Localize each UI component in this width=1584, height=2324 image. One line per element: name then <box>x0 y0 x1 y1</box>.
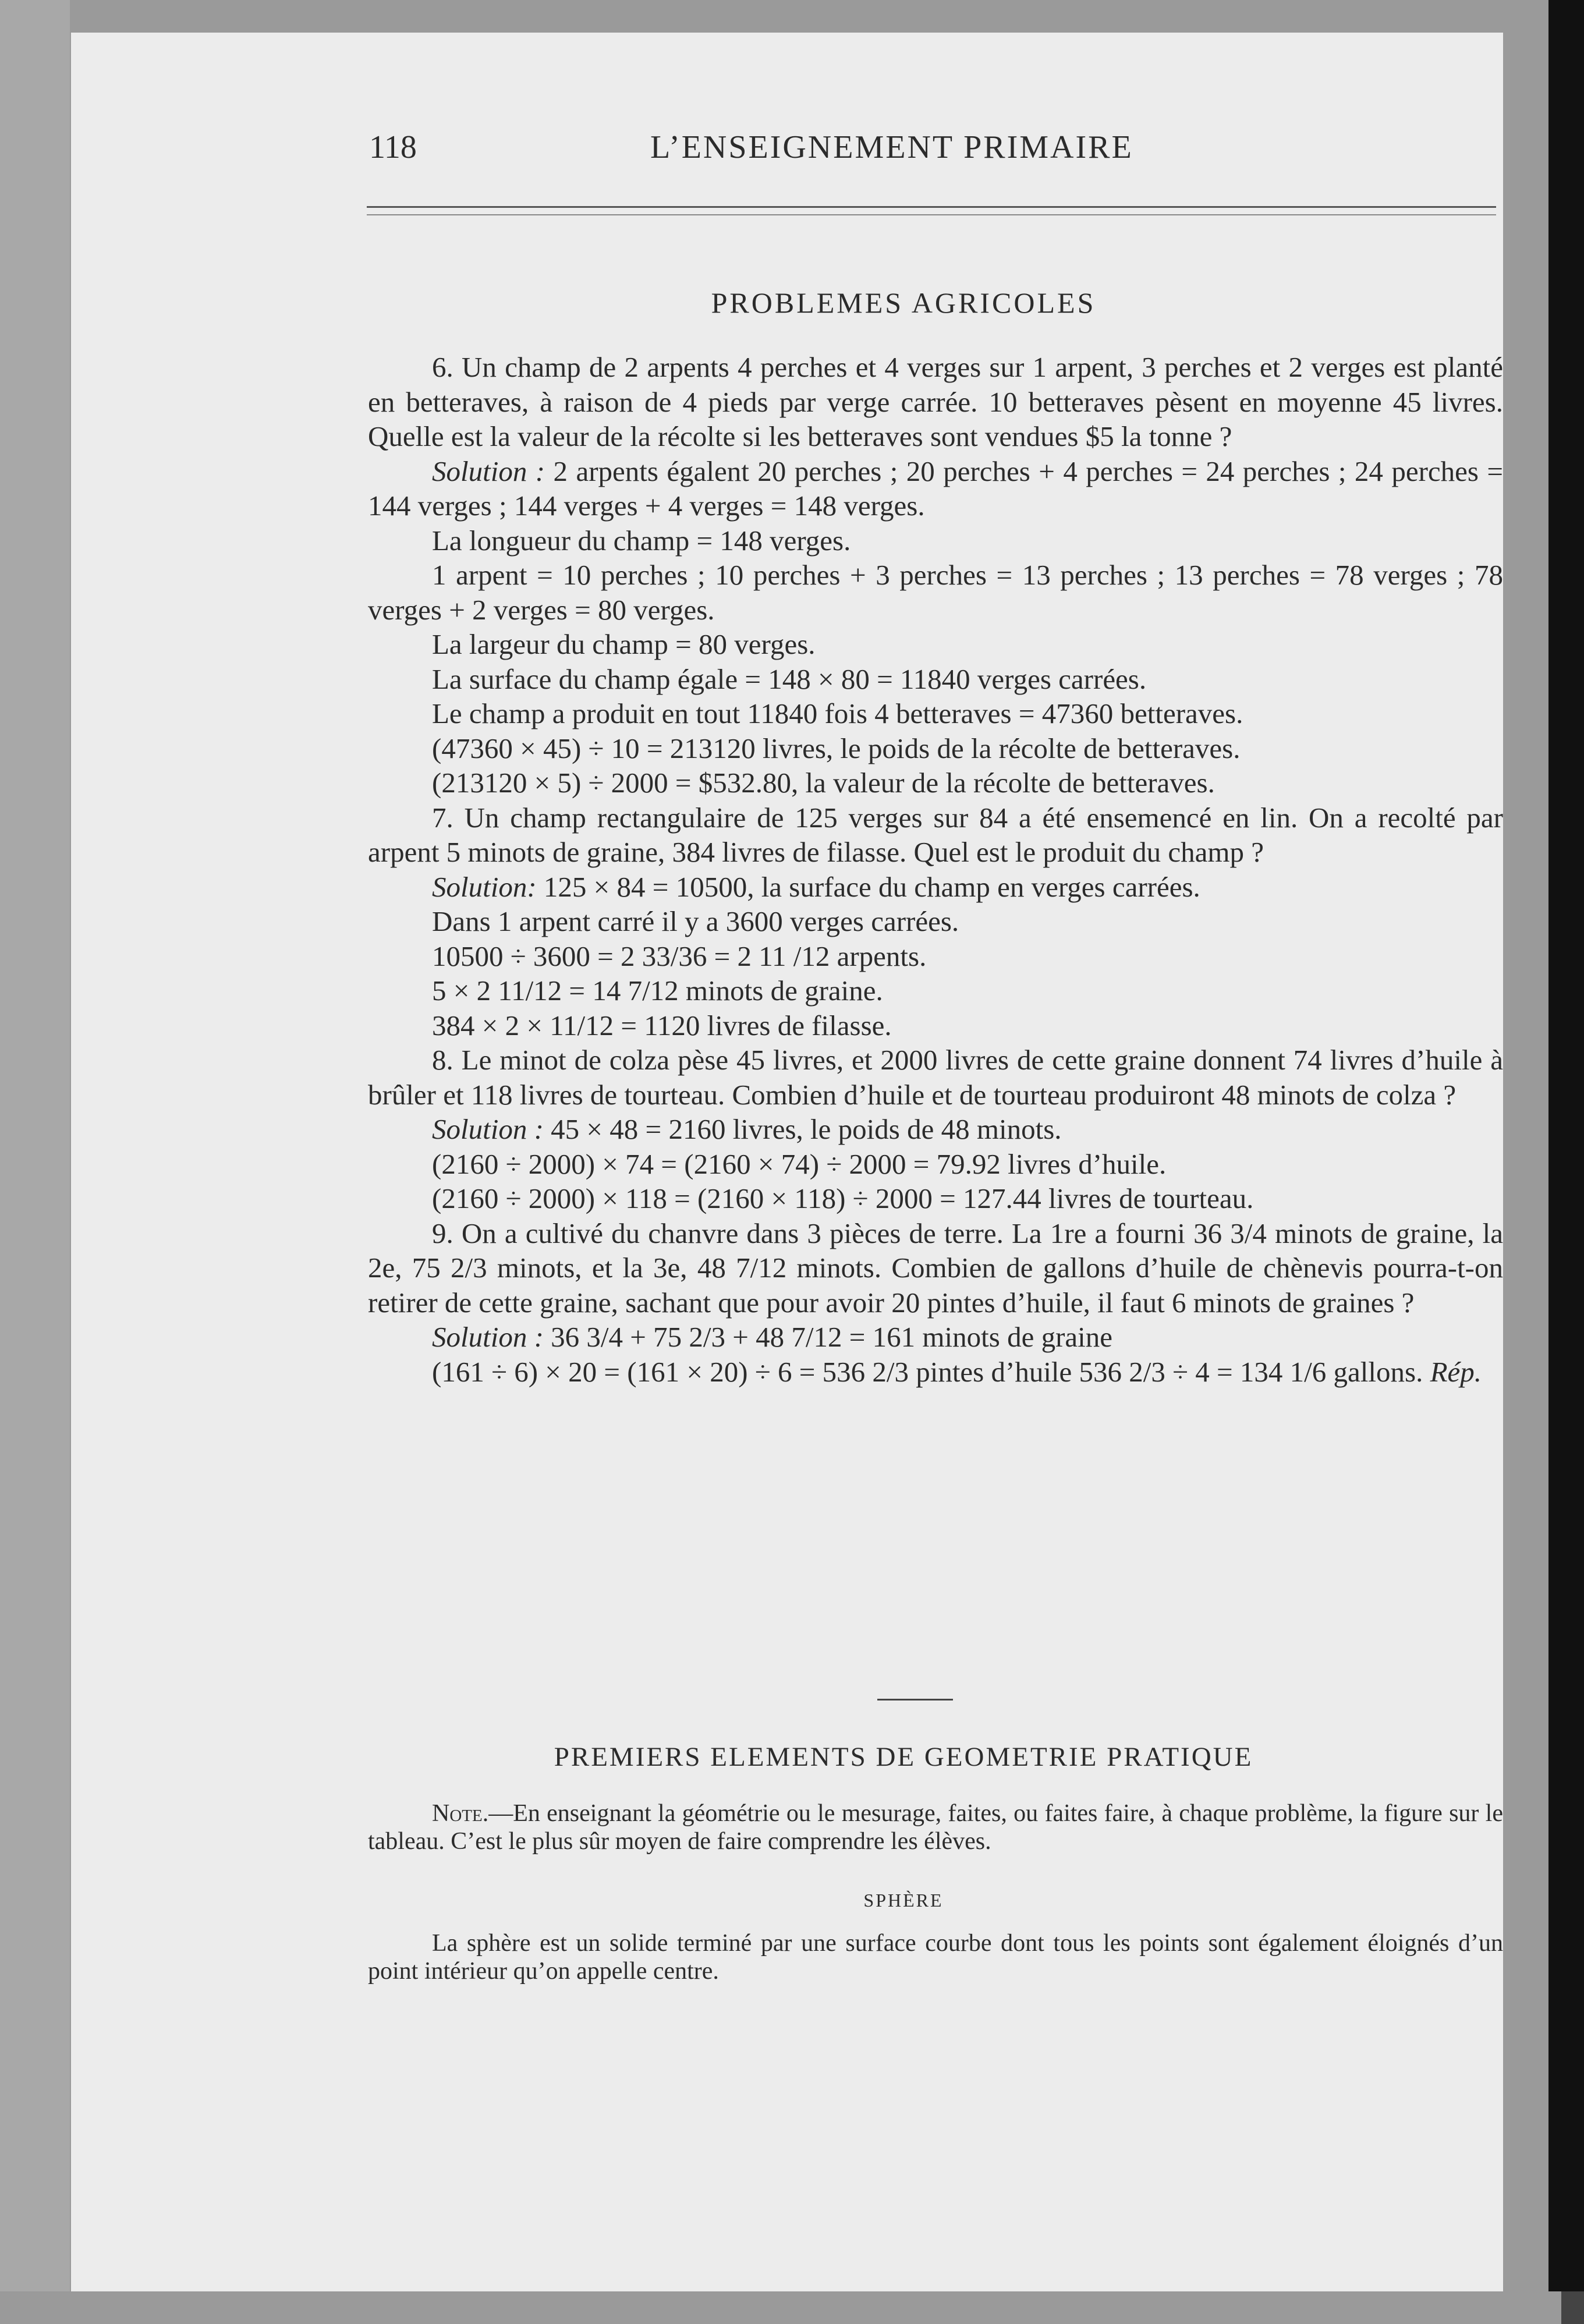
solution-text: 2 arpents égalent 20 perches ; 20 perches + 4 perches = 24 perches ; 24 perches = 144 verges ; 144 verges + 4 verges = 148 verges. <box>368 455 1504 522</box>
solution-label: Solution : <box>432 1321 544 1353</box>
solution-line: La surface du champ égale = 148 × 80 = 11840 verges carrées. <box>432 663 1147 695</box>
solution-line: Le champ a produit en tout 11840 fois 4 betteraves = 47360 betteraves. <box>432 697 1243 729</box>
sphere-heading: SPHÈRE <box>863 1890 944 1911</box>
problem-9-text: 9. On a cultivé du chanvre dans 3 pièces de terre. La 1re a fourni 36 3/4 minots de graine, la 2e, 75 2/3 minots, et la 3e, 48 7/12 minots. Combien de gallons d’huile de chènevis pourra-t-on retirer de cette graine, sachant que pour avoir 20 pintes d’huile, il faut 6 minots de graines ? <box>368 1217 1503 1319</box>
solution-line: 10500 ÷ 3600 = 2 33/36 = 2 11 /12 arpents. <box>432 940 927 972</box>
solution-line: (2160 ÷ 2000) × 74 = (2160 × 74) ÷ 2000 = 79.92 livres d’huile. <box>432 1147 1167 1180</box>
scan-background-right <box>1548 0 1584 2291</box>
solution-line: 5 × 2 11/12 = 14 7/12 minots de graine. <box>432 975 883 1007</box>
section-divider <box>877 1699 953 1701</box>
solution-line: (2160 ÷ 2000) × 118 = (2160 × 118) ÷ 2000 = 127.44 livres de tourteau. <box>432 1182 1254 1214</box>
running-title: L’ENSEIGNEMENT PRIMAIRE <box>650 129 1133 165</box>
note-text: —En enseignant la géométrie ou le mesurage, faites, ou faites faire, à chaque problème, la figure sur le tableau. C’est le plus sûr moyen de faire comprendre les élèves. <box>368 1800 1503 1855</box>
problems-body <box>368 350 1503 1389</box>
problem-8-solution-line <box>368 1112 1503 1147</box>
page-header <box>298 129 1509 181</box>
problem-6-solution-line <box>368 454 1503 523</box>
solution-line: 1 arpent = 10 perches ; 10 perches + 3 perches = 13 perches ; 13 perches = 78 verges ; 78 verges + 2 verges = 80 verges. <box>368 559 1503 626</box>
solution-label: Solution : <box>432 1113 544 1145</box>
solution-line: (47360 × 45) ÷ 10 = 213120 livres, le poids de la récolte de betteraves. <box>432 732 1241 764</box>
section-title-problems: PROBLEMES AGRICOLES <box>711 286 1096 319</box>
scan-background-left <box>0 0 70 2291</box>
solution-line <box>368 1355 1503 1390</box>
problem-8-text: 8. Le minot de colza pèse 45 livres, et 2000 livres de cette graine donnent 74 livres d’huile à brûler et 118 livres de tourteau. Combien d’huile et de tourteau produiront 48 minots de colza ? <box>368 1044 1503 1111</box>
book-page <box>71 33 1503 2291</box>
problem-7-text: 7. Un champ rectangulaire de 125 verges sur 84 a été ensemencé en lin. On a recolté par arpent 5 minots de graine, 384 livres de filasse. Quel est le produit du champ ? <box>368 801 1503 868</box>
page-number: 118 <box>369 129 417 165</box>
solution-label: Solution : <box>432 455 545 487</box>
note-label: Note. <box>432 1800 489 1827</box>
solution-line: La longueur du champ = 148 verges. <box>432 524 851 557</box>
problem-9-solution-line <box>368 1320 1503 1355</box>
solution-text: (161 ÷ 6) × 20 = (161 × 20) ÷ 6 = 536 2/3 pintes d’huile 536 2/3 ÷ 4 = 134 1/6 gallons. <box>432 1355 1423 1388</box>
header-rule-thin <box>367 214 1496 215</box>
solution-line: Dans 1 arpent carré il y a 3600 verges carrées. <box>432 905 959 937</box>
solution-line: (213120 × 5) ÷ 2000 = $532.80, la valeur de la récolte de betteraves. <box>432 767 1215 799</box>
problem-7-solution-line <box>368 870 1503 905</box>
reponse-label: Rép. <box>1430 1355 1482 1388</box>
section-title-geometry: PREMIERS ELEMENTS DE GEOMETRIE PRATIQUE <box>554 1742 1253 1772</box>
sphere-definition: La sphère est un solide terminé par une surface courbe dont tous les points sont également éloignés d’un point intérieur qu’on appelle centre. <box>368 1930 1503 1985</box>
solution-line: La largeur du champ = 80 verges. <box>432 628 816 660</box>
header-rule <box>367 206 1496 208</box>
geometry-note <box>368 1799 1503 1855</box>
solution-text: 125 × 84 = 10500, la surface du champ en verges carrées. <box>543 870 1200 903</box>
solution-text: 45 × 48 = 2160 livres, le poids de 48 minots. <box>551 1113 1062 1145</box>
problem-6-text: 6. Un champ de 2 arpents 4 perches et 4 verges sur 1 arpent, 3 perches et 2 verges est planté en betteraves, à raison de 4 pieds par verge carrée. 10 betteraves pèsent en moyenne 45 livres. Quelle est la valeur de la récolte si les betteraves sont vendues $5 la tonne ? <box>368 351 1503 452</box>
solution-text: 36 3/4 + 75 2/3 + 48 7/12 = 161 minots de graine <box>551 1321 1113 1353</box>
solution-label: Solution: <box>432 870 537 903</box>
solution-line: 384 × 2 × 11/12 = 1120 livres de filasse. <box>432 1009 892 1041</box>
